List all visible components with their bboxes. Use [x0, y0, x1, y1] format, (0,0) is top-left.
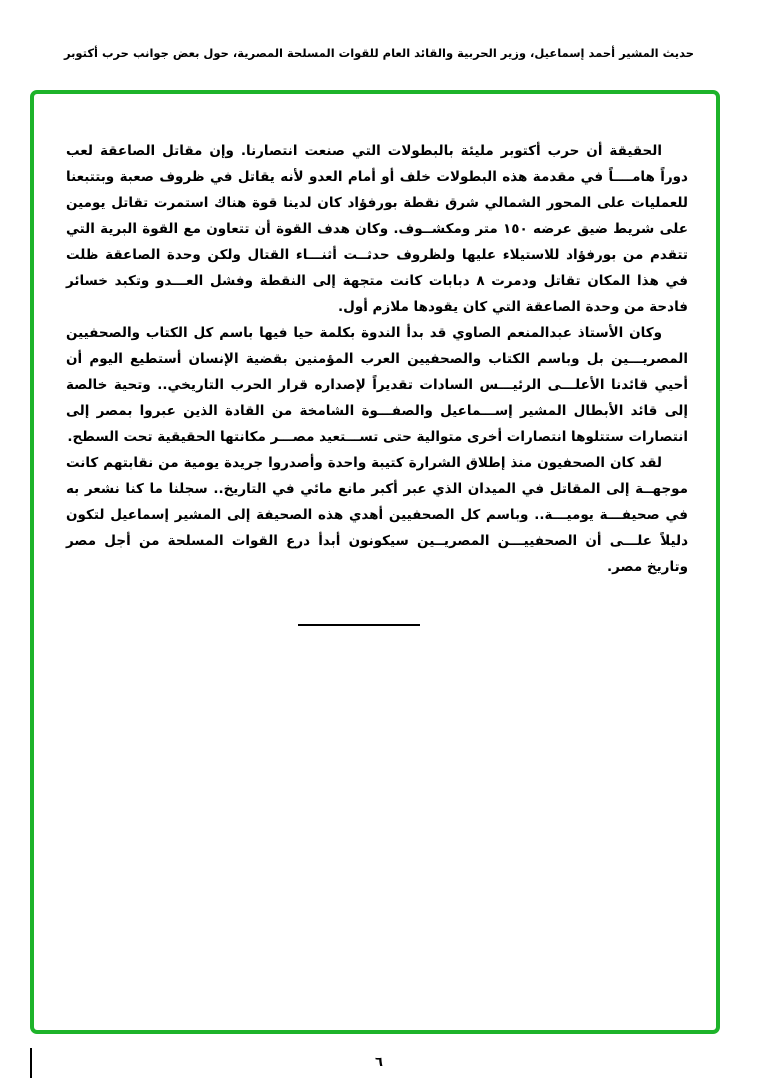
paragraph: لقد كان الصحفيون منذ إطلاق الشرارة كتيبة واحدة وأصدروا جريدة يومية من نقابتهم كانت موجهــة إلى المقاتل في الميدان الذي عبر أكبر مانع مائي في التاريخ.. سجلنا ما كنا نشعر به في صحيفـــة يوميـــة.. وباسم كل الصحفيين أهدي هذه الصحيفة إلى المشير إسماعيل لتكون دليلاً علـــى أن الصحفييـــن المصريــين سيكونون أبدأ درع القوات المسلحة من أجل مصر وتاريخ مصر. — [66, 455, 688, 575]
paragraph: الحقيقة أن حرب أكتوبر مليئة بالبطولات التي صنعت انتصارنا. وإن مقاتل الصاعقة لعب دوراً هامــــاً في مقدمة هذه البطولات خلف أو أمام العدو لأنه يقاتل في ظروف صعبة وبتتبعنا للعمليات على المحور الشمالي شرق نقطة بورفؤاد كان لدينا قوة هناك استمرت تقاتل يومين على شريط ضيق عرضه ١٥٠ متر ومكشــوف. وكان هدف القوة أن تتعاون مع القوة البرية التي تتقدم من بورفؤاد للاستيلاء عليها ولظروف حدثــت أثنـــاء القتال ولكن وحدة الصاعقة ظلت في هذا المكان تقاتل ودمرت ٨ دبابات كانت متجهة إلى النقطة وفشل العـــدو وتكبد خسائر فادحة من وحدة الصاعقة التي كان يقودها ملازم أول. — [66, 143, 689, 315]
paragraph: وكان الأستاذ عبدالمنعم الصاوي قد بدأ الندوة بكلمة حيا فيها باسم كل الكتاب والصحفيين المصريـــين بل وباسم الكتاب والصحفيين العرب المؤمنين بقضية الإنسان أستطيع اليوم أن أحيي قائدنا الأعلـــى الرئيـــس السادات تقديراً لإصداره قرار الحرب التاريخي.. وتحية خالصة إلى قائد الأبطال المشير إســـماعيل والصفـــوة الشامخة من القادة الذين عبروا بمصر إلى انتصارات ستتلوها انتصارات أخرى متوالية حتى تســـتعيد مصـــر مكانتها الحقيقية تحت السطح. — [66, 325, 688, 445]
page-header-title: حديث المشير أحمد إسماعيل، وزير الحربية والقائد العام للقوات المسلحة المصرية، حول بعض جوانب حرب أكتوبر — [63, 46, 695, 60]
section-separator-line — [298, 624, 420, 626]
green-border-frame — [30, 90, 720, 1034]
page-number: ٦ — [375, 1055, 383, 1070]
page-edge-mark — [30, 1048, 32, 1078]
document-body — [34, 94, 716, 626]
